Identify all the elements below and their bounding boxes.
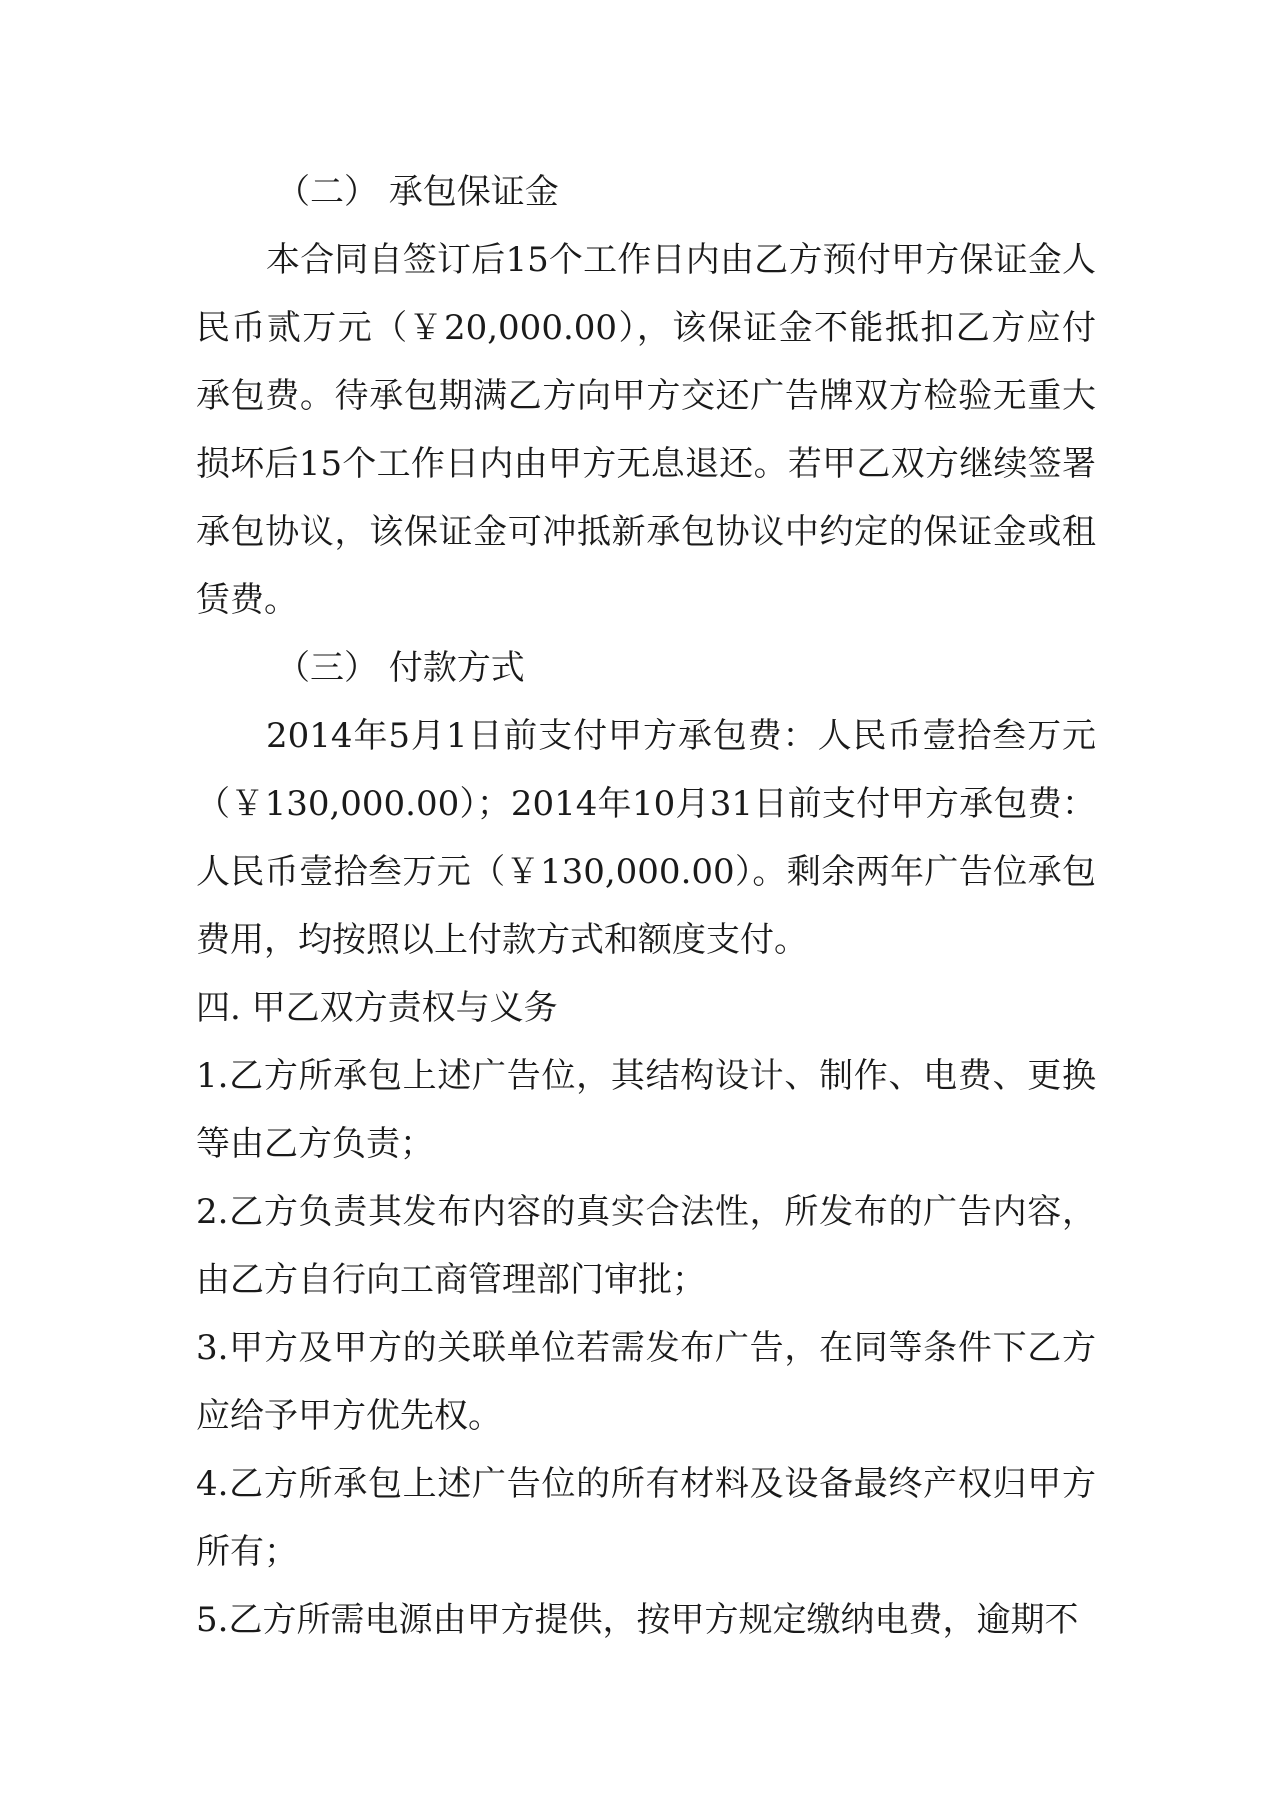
list-item: 1.乙方所承包上述广告位，其结构设计、制作、电费、更换等由乙方负责； xyxy=(196,1056,1096,1164)
list-item: 5.乙方所需电源由甲方提供，按甲方规定缴纳电费，逾期不 xyxy=(196,1600,1079,1640)
section-heading-rights-obligations: 四. 甲乙双方责权与义务 xyxy=(196,988,558,1028)
list-item: 3.甲方及甲方的关联单位若需发布广告，在同等条件下乙方应给予甲方优先权。 xyxy=(196,1328,1096,1436)
list-item: 4.乙方所承包上述广告位的所有材料及设备最终产权归甲方所有； xyxy=(196,1464,1096,1572)
paragraph-payment: 2014年5月1日前支付甲方承包费：人民币壹拾叁万元（￥130,000.00）；2014年10月31日前支付甲方承包费：人民币壹拾叁万元（￥130,000.00）。剩余两年广告位承包费用，均按照以上付款方式和额度支付。 xyxy=(196,716,1096,960)
document-content xyxy=(196,158,1096,1654)
section-heading-deposit: （二） 承包保证金 xyxy=(276,172,559,212)
paragraph-deposit: 本合同自签订后15个工作日内由乙方预付甲方保证金人民币贰万元（￥20,000.00），该保证金不能抵扣乙方应付承包费。待承包期满乙方向甲方交还广告牌双方检验无重大损坏后15个工作日内由甲方无息退还。若甲乙双方继续签署承包协议，该保证金可冲抵新承包协议中约定的保证金或租赁费。 xyxy=(196,240,1096,620)
section-heading-payment: （三） 付款方式 xyxy=(276,648,525,688)
list-item: 2.乙方负责其发布内容的真实合法性，所发布的广告内容，由乙方自行向工商管理部门审批； xyxy=(196,1192,1096,1300)
